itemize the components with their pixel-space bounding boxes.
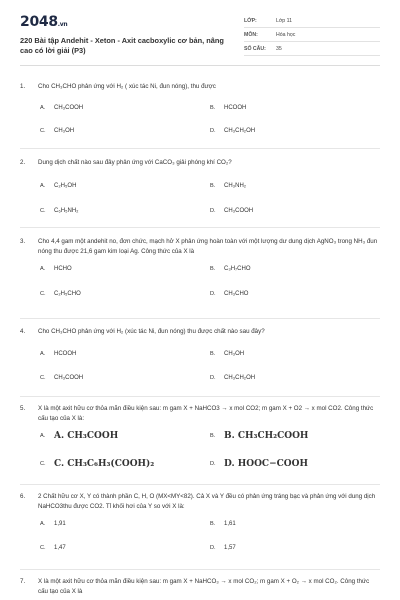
option-label: C. xyxy=(40,207,46,214)
option-value: CH₃COOH xyxy=(54,104,84,111)
option-c[interactable] xyxy=(40,127,190,137)
option-b[interactable] xyxy=(210,350,360,360)
option-c[interactable] xyxy=(40,374,190,384)
question-text: Dung dịch chất nào sau đây phản ứng với CaCO₃ giải phóng khí CO₂? xyxy=(38,159,232,166)
option-label: D. xyxy=(210,127,216,134)
option-d[interactable] xyxy=(210,127,360,137)
option-d[interactable] xyxy=(210,207,360,217)
option-label: A. xyxy=(40,521,46,527)
option-value: C₂H₅OH xyxy=(54,182,77,189)
question-separator xyxy=(20,148,380,149)
question-text: Cho CH₃CHO phản ứng với H₂ ( xúc tác Ni, đun nóng), thu được xyxy=(38,83,216,90)
question-separator xyxy=(20,396,380,397)
meta-value: Lớp 11 xyxy=(276,17,292,24)
option-b[interactable] xyxy=(210,520,360,530)
option-label: B. xyxy=(210,182,216,189)
option-label: D. xyxy=(210,461,216,467)
question-separator xyxy=(20,484,380,485)
option-label: B. xyxy=(210,266,216,272)
question-3 xyxy=(20,237,380,297)
option-a[interactable] xyxy=(40,350,190,360)
question-number: 1. xyxy=(20,83,26,90)
question-text: Cho CH₃CHO phản ứng với H₂ (xúc tác Ni, đun nóng) thu được chất nào sau đây? xyxy=(38,328,265,335)
option-b[interactable] xyxy=(210,265,360,275)
option-d[interactable] xyxy=(210,290,360,300)
meta-value: Hóa học xyxy=(276,31,296,38)
option-c[interactable] xyxy=(40,207,190,217)
document-header xyxy=(20,14,380,56)
question-number: 3. xyxy=(20,238,26,245)
option-d[interactable] xyxy=(210,544,360,554)
option-label: D. xyxy=(210,291,216,297)
option-d[interactable] xyxy=(210,374,360,384)
question-4 xyxy=(20,327,380,381)
option-label: C. xyxy=(40,291,46,297)
option-a[interactable] xyxy=(40,265,190,275)
meta-key: LỚP: xyxy=(244,17,257,24)
meta-value: 35 xyxy=(276,45,282,52)
meta-key: MÔN: xyxy=(244,31,258,38)
header-left xyxy=(20,14,235,56)
option-value: D. HOOC−COOH xyxy=(224,459,308,469)
question-text: X là một axit hữu cơ thỏa mãn điều kiện sau: m gam X + NaHCO₃ → x mol CO₂; m gam X + O₂ → x mol CO₂. Công thức cấu tạo của X là xyxy=(38,578,370,595)
option-d[interactable] xyxy=(210,460,360,470)
option-value: HCHO xyxy=(54,266,72,272)
option-value: C₃H₇CHO xyxy=(224,266,251,272)
option-label: A. xyxy=(40,104,46,111)
option-label: B. xyxy=(210,350,216,357)
question-text: Cho 4,4 gam một andehit no, đơn chức, mạch hở X phản ứng hoàn toàn với một lượng dư dung dịch AgNO₃ trong NH₃ đun nóng thu được 21,6 gam kim loại Ag. Công thức của X là xyxy=(38,238,378,255)
question-number: 5. xyxy=(20,405,26,412)
meta-key: SỐ CÂU: xyxy=(244,45,266,52)
meta-row-subject xyxy=(244,28,380,42)
option-value: CH₃CHO xyxy=(224,291,249,297)
option-value: A. CH₃COOH xyxy=(54,431,119,441)
question-7 xyxy=(20,577,380,596)
option-label: D. xyxy=(210,374,216,381)
option-value: CH₃OH xyxy=(224,350,245,357)
meta-row-count xyxy=(244,42,380,56)
option-value: CH₃CH₂OH xyxy=(224,127,256,134)
option-label: B. xyxy=(210,521,216,527)
option-label: B. xyxy=(210,104,216,111)
option-value: CH₃OH xyxy=(54,127,75,134)
option-label: B. xyxy=(210,433,216,439)
option-value: 1,57 xyxy=(224,545,236,551)
option-value: 1,91 xyxy=(54,521,66,527)
option-value: CH₃CH₂OH xyxy=(224,374,256,381)
option-value: 1,47 xyxy=(54,545,66,551)
option-value: 1,61 xyxy=(224,521,236,527)
option-value: CH₃COOH xyxy=(224,207,254,214)
option-label: D. xyxy=(210,207,216,214)
question-5 xyxy=(20,404,380,469)
question-1 xyxy=(20,82,380,134)
option-value: C. CH₃C₆H₃(COOH)₂ xyxy=(54,459,155,469)
meta-row-class xyxy=(244,14,380,28)
question-2 xyxy=(20,158,380,214)
question-6 xyxy=(20,492,380,551)
option-label: D. xyxy=(210,545,216,551)
question-number: 2. xyxy=(20,159,26,166)
option-value: C₂H₅CHO xyxy=(54,291,81,297)
header-divider xyxy=(20,65,380,66)
option-value: CH₃NH₂ xyxy=(224,182,247,189)
logo-main: 2048 xyxy=(20,14,58,30)
meta-table xyxy=(244,14,380,56)
question-text: X là một axit hữu cơ thỏa mãn điều kiện sau: m gam X + NaHCO3 → x mol CO2; m gam X + O2 → x mol CO2. Công thức cấu tạo của X là: xyxy=(38,405,374,422)
option-value: B. CH₃CH₂COOH xyxy=(224,431,309,441)
option-label: A. xyxy=(40,266,46,272)
option-label: C. xyxy=(40,374,46,381)
option-value: C₆H₅NH₂ xyxy=(54,207,79,214)
question-number: 4. xyxy=(20,328,26,335)
option-label: A. xyxy=(40,182,46,189)
option-b[interactable] xyxy=(210,104,360,114)
question-text: 2 Chất hữu cơ X, Y có thành phần C, H, O (MX<MY<82). Cả X và Y đều có phản ứng tráng bạc và phản ứng với dung dịch NaHCO3thu được CO2. Tỉ khối hơi của Y so với X là: xyxy=(38,493,376,510)
logo-suffix: .vn xyxy=(57,21,68,28)
question-number: 7. xyxy=(20,578,26,585)
option-label: C. xyxy=(40,127,46,134)
option-a[interactable] xyxy=(40,182,190,192)
question-separator xyxy=(20,227,380,228)
option-b[interactable] xyxy=(210,432,360,442)
option-value: HCOOH xyxy=(224,104,247,111)
option-c[interactable] xyxy=(40,544,190,554)
site-logo[interactable] xyxy=(20,14,235,30)
question-number: 6. xyxy=(20,493,26,500)
option-label: A. xyxy=(40,350,46,357)
option-value: CH₃COOH xyxy=(54,374,84,381)
document-title: 220 Bài tập Andehit - Xeton - Axit cacboxylic cơ bản, nâng cao có lời giải (P3) xyxy=(20,36,224,55)
option-label: C. xyxy=(40,545,46,551)
option-a[interactable] xyxy=(40,432,190,442)
question-separator xyxy=(20,569,380,570)
option-label: A. xyxy=(40,433,46,439)
option-a[interactable] xyxy=(40,520,190,530)
option-b[interactable] xyxy=(210,182,360,192)
option-value: HCOOH xyxy=(54,350,77,357)
option-c[interactable] xyxy=(40,290,190,300)
option-c[interactable] xyxy=(40,460,190,470)
question-separator xyxy=(20,318,380,319)
option-label: C. xyxy=(40,461,46,467)
option-a[interactable] xyxy=(40,104,190,114)
